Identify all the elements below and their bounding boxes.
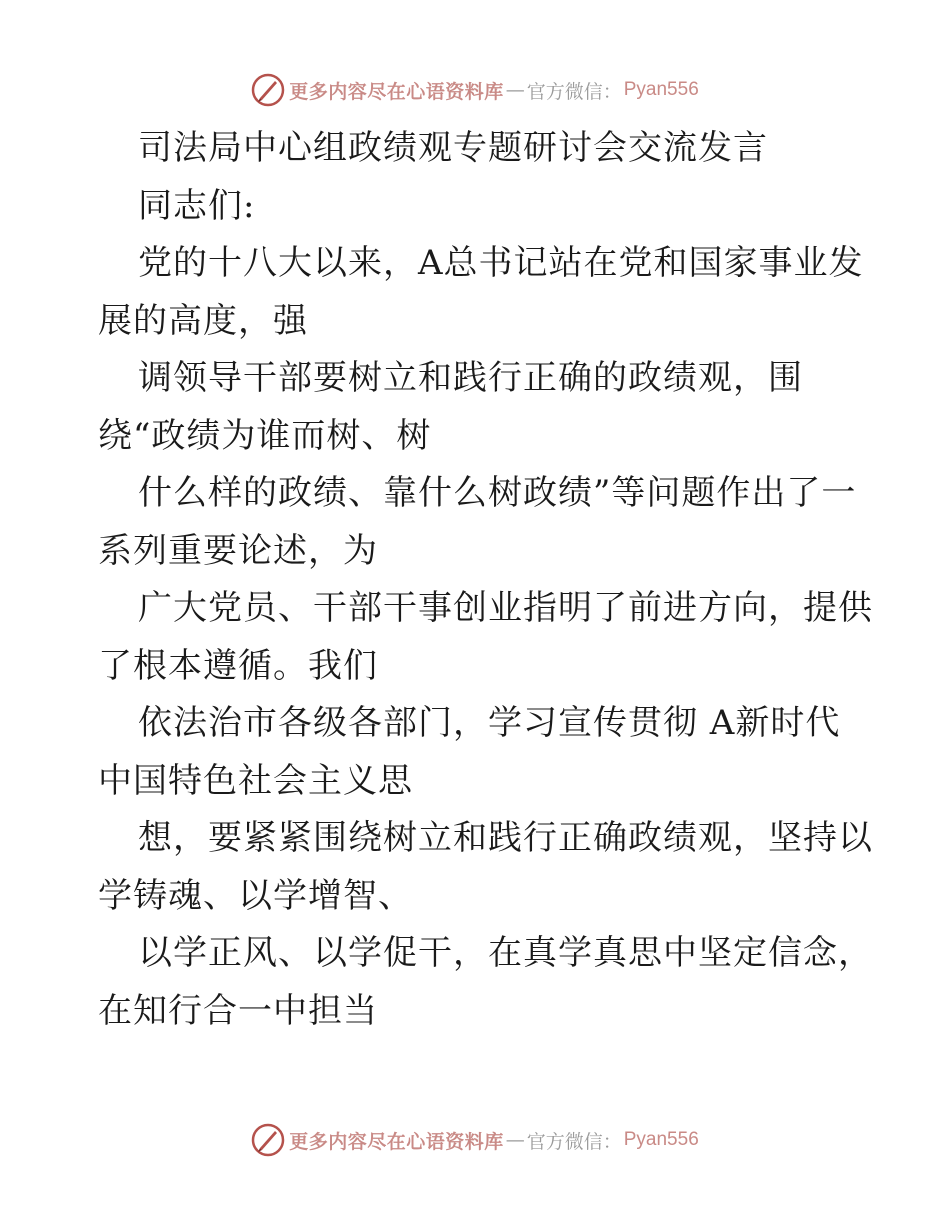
banner-wechat-label: 官方微信： [526, 1130, 622, 1153]
paragraph-line: 想，要紧紧围绕树立和践行正确政绩观，坚持以 [138, 818, 873, 858]
paragraph-line: 党的十八大以来，A总书记站在党和国家事业发 [138, 243, 864, 283]
header-watermark-banner [0, 70, 950, 110]
paragraph-line: 展的高度，强 [98, 300, 308, 341]
paragraph-line: 广大党员、干部干事创业指明了前进方向，提供 [138, 588, 873, 628]
paragraph-line: 以学正风、以学促干，在真学真思中坚定信念， [138, 933, 873, 973]
paragraph-line: 中国特色社会主义思 [98, 760, 413, 801]
banner-wechat-label: 官方微信： [526, 80, 622, 103]
paragraph-line: 在知行合一中担当 [98, 990, 378, 1031]
banner-wechat-id: Pyan556 [623, 79, 699, 100]
paragraph-line: 学铸魂、以学增智、 [98, 875, 413, 916]
banner-separator: — [505, 1129, 525, 1151]
paragraph-line: 什么样的政绩、靠什么树政绩”等问题作出了一 [138, 473, 857, 513]
quill-logo-icon [251, 73, 285, 107]
quill-logo-icon [251, 1123, 285, 1157]
paragraph-line: 绕“政绩为谁而树、树 [98, 415, 432, 456]
paragraph-line: 系列重要论述，为 [98, 530, 378, 571]
banner-brand-text: 更多内容尽在心语资料库 [289, 80, 504, 103]
banner-wechat-id: Pyan556 [623, 1129, 699, 1150]
document-body [98, 120, 873, 1040]
paragraph-line: 了根本遵循。我们 [98, 645, 378, 686]
banner-brand-text: 更多内容尽在心语资料库 [289, 1130, 504, 1153]
paragraph-line: 调领导干部要树立和践行正确的政绩观，围 [138, 358, 803, 398]
banner-separator: — [505, 79, 525, 101]
footer-watermark-banner [0, 1120, 950, 1160]
document-title: 司法局中心组政绩观专题研讨会交流发言 [138, 128, 768, 168]
paragraph-line: 依法治市各级各部门，学习宣传贯彻 A新时代 [138, 703, 841, 743]
salutation: 同志们: [138, 185, 256, 226]
